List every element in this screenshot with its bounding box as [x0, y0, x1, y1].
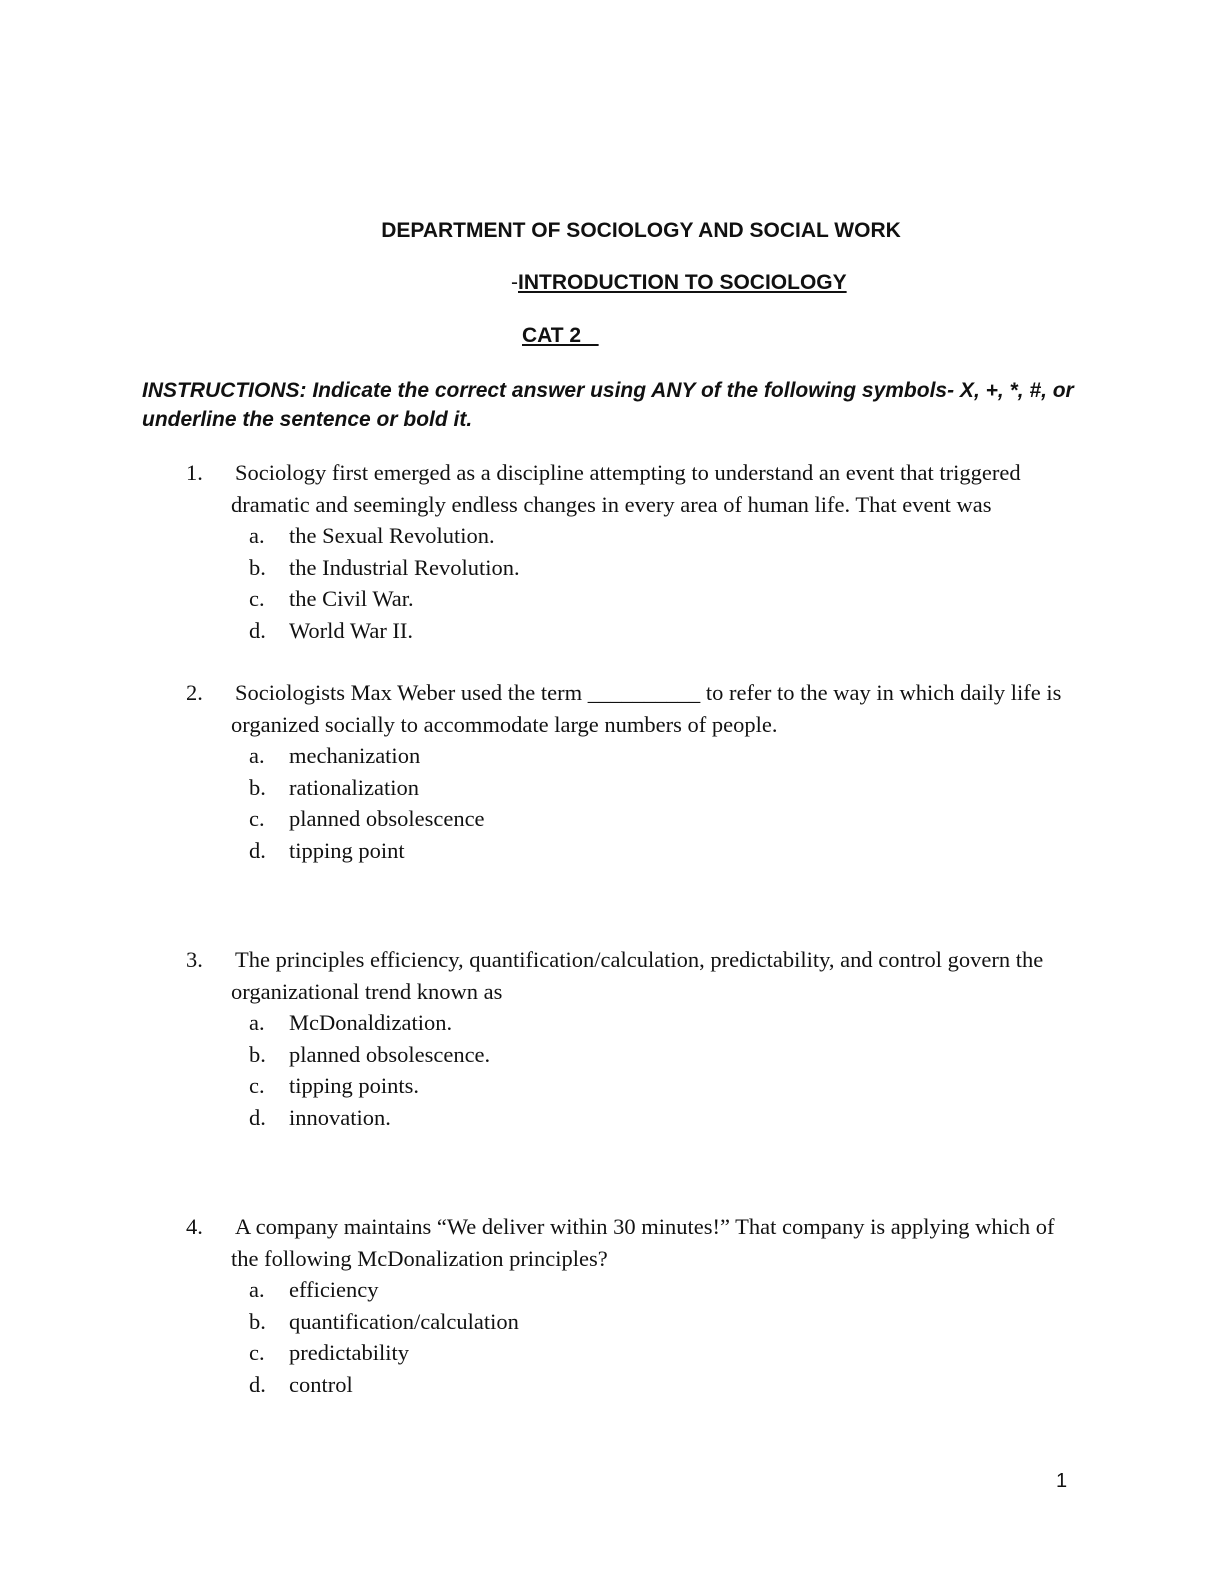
option-letter: b.	[249, 554, 266, 580]
option-a[interactable]	[186, 1274, 1086, 1306]
option-text: the Sexual Revolution.	[289, 523, 495, 548]
option-d[interactable]	[186, 615, 1086, 647]
option-d[interactable]	[186, 835, 1086, 867]
option-letter: d.	[249, 1104, 266, 1130]
option-b[interactable]	[186, 552, 1086, 584]
option-text: predictability	[289, 1340, 409, 1366]
options-list	[186, 1274, 1086, 1400]
department-heading: DEPARTMENT OF SOCIOLOGY AND SOCIAL WORK	[381, 219, 901, 242]
option-c[interactable]	[186, 1070, 1086, 1102]
option-text: tipping point	[289, 837, 405, 863]
option-text: the Civil War.	[289, 586, 414, 612]
option-a[interactable]	[186, 740, 1086, 772]
page-number: 1	[1056, 1470, 1068, 1492]
question-text: The principles efficiency, quantification/calculation, predictability, and control govern the organizational trend known as	[231, 947, 1044, 1004]
instructions: INSTRUCTIONS: Indicate the correct answer using ANY of the following symbols- X, +, *, #, or underline the sentence or bold it.	[142, 379, 1074, 431]
option-letter: d.	[249, 617, 266, 643]
question-text: A company maintains “We deliver within 30 minutes!” That company is applying which of the following McDonalization principles?	[231, 1214, 1055, 1271]
option-text: control	[289, 1371, 353, 1397]
option-letter: a.	[249, 523, 265, 548]
option-letter: c.	[249, 806, 265, 832]
option-text: quantification/calculation	[289, 1308, 519, 1334]
option-text: World War II.	[289, 617, 414, 643]
option-text: tipping points.	[289, 1073, 420, 1099]
options-list	[186, 740, 1086, 866]
option-b[interactable]	[186, 1039, 1086, 1071]
option-letter: a.	[249, 1010, 265, 1035]
option-letter: d.	[249, 1371, 266, 1397]
option-d[interactable]	[186, 1102, 1086, 1134]
question-number: 1.	[186, 460, 203, 485]
option-text: efficiency	[289, 1277, 379, 1302]
option-b[interactable]	[186, 772, 1086, 804]
option-c[interactable]	[186, 583, 1086, 615]
question-2	[186, 677, 1086, 866]
option-text: McDonaldization.	[289, 1010, 453, 1035]
option-letter: b.	[249, 774, 266, 800]
question-4	[186, 1211, 1086, 1400]
option-letter: c.	[249, 586, 265, 612]
option-text: innovation.	[289, 1104, 391, 1130]
option-text: planned obsolescence.	[289, 1041, 491, 1067]
option-c[interactable]	[186, 803, 1086, 835]
question-number: 3.	[186, 947, 203, 972]
question-text: Sociologists Max Weber used the term __________ to refer to the way in which daily life is organized socially to accommodate large numbers of people.	[231, 680, 1062, 737]
course-title	[511, 271, 847, 295]
option-letter: b.	[249, 1308, 266, 1334]
course-prefix: -	[511, 271, 518, 294]
option-text: mechanization	[289, 743, 421, 768]
option-text: rationalization	[289, 774, 419, 800]
option-letter: c.	[249, 1340, 265, 1366]
options-list	[186, 1007, 1086, 1133]
course-name: INTRODUCTION TO SOCIOLOGY	[518, 271, 847, 294]
question-1	[186, 457, 1086, 646]
option-letter: d.	[249, 837, 266, 863]
question-number: 4.	[186, 1214, 203, 1239]
option-letter: a.	[249, 1277, 265, 1302]
option-letter: b.	[249, 1041, 266, 1067]
option-text: the Industrial Revolution.	[289, 554, 520, 580]
cat-label: CAT 2	[522, 324, 599, 347]
option-text: planned obsolescence	[289, 806, 485, 832]
option-d[interactable]	[186, 1369, 1086, 1401]
question-text: Sociology first emerged as a discipline attempting to understand an event that triggered dramatic and seemingly endless changes in every area of human life. That event was	[231, 460, 1021, 517]
option-a[interactable]	[186, 520, 1086, 552]
option-b[interactable]	[186, 1306, 1086, 1338]
question-number: 2.	[186, 680, 203, 705]
option-letter: c.	[249, 1073, 265, 1099]
options-list	[186, 520, 1086, 646]
option-c[interactable]	[186, 1337, 1086, 1369]
question-3	[186, 944, 1086, 1133]
option-letter: a.	[249, 743, 265, 768]
option-a[interactable]	[186, 1007, 1086, 1039]
